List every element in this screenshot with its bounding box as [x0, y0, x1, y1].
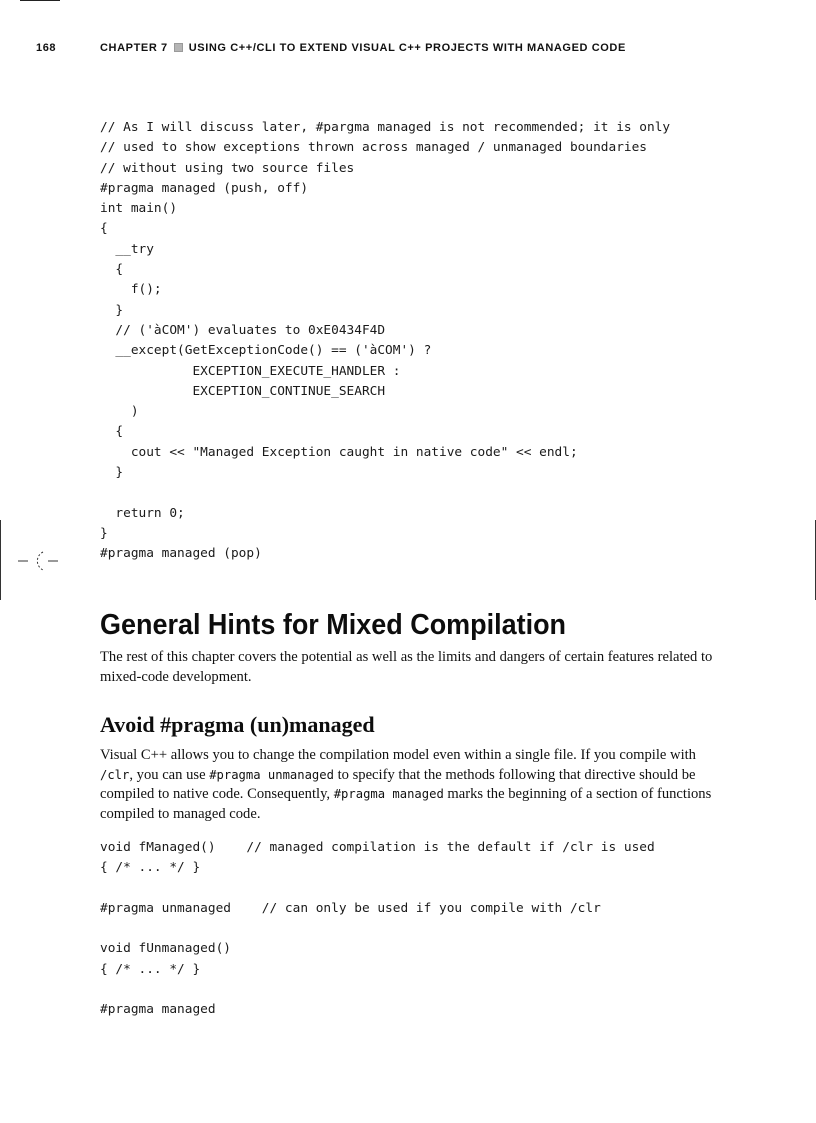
inline-code-clr: /clr — [100, 767, 130, 782]
separator-square-icon — [174, 43, 183, 52]
inline-code-pragma-managed: #pragma managed — [333, 787, 444, 801]
paragraph-text: to specify that the methods following that directive should be compiled to native code. Consequently, — [100, 766, 696, 802]
chapter-name: USING C++/CLI TO EXTEND VISUAL C++ PROJECTS WITH MANAGED CODE — [188, 42, 626, 54]
chapter-number: CHAPTER 7 — [100, 42, 168, 54]
section-heading: General Hints for Mixed Compilation — [100, 609, 567, 641]
paragraph-text: , you can use — [129, 766, 210, 783]
paragraph-text: Visual C++ allows you to change the compilation model even within a single file. If you compile with — [100, 747, 696, 763]
code-listing-main: // As I will discuss later, #pargma managed is not recommended; it is only // used to show exceptions thrown across managed / unmanaged boundaries // without using two source files #pragma managed (push, off) int main() { __try { f(); } // ('àCOM') evaluates to 0xE0434F4D __except(GetExceptionCode() == ('àCOM') ? EXCEPTION_EXECUTE_HANDLER : EXCEPTION_CONTINUE_SEARCH ) { cout << "Managed Exception caught in native code" << endl; } return 0; } #pragma managed (pop) — [100, 120, 671, 562]
chapter-title — [100, 42, 626, 54]
running-head — [0, 42, 816, 58]
registration-mark-icon — [18, 548, 62, 576]
intro-paragraph: The rest of this chapter covers the potential as well as the limits and dangers of certain features related to mixed-code development. — [100, 649, 713, 685]
subsection-heading: Avoid #pragma (un)managed — [100, 712, 375, 737]
pragma-explanation-paragraph — [100, 746, 720, 824]
code-listing-pragma-example: void fManaged() // managed compilation is the default if /clr is used { /* ... */ } #pragma unmanaged // can only be used if you compile with /clr void fUnmanaged() { /* ... */ } #pragma managed — [100, 840, 655, 1018]
top-rule — [20, 0, 60, 1]
inline-code-pragma-unmanaged: #pragma unmanaged — [209, 767, 334, 782]
crop-mark-left — [0, 520, 1, 600]
page-number: 168 — [36, 42, 57, 54]
paragraph-text: marks the beginning of a section of functions compiled to managed code. — [100, 786, 712, 822]
